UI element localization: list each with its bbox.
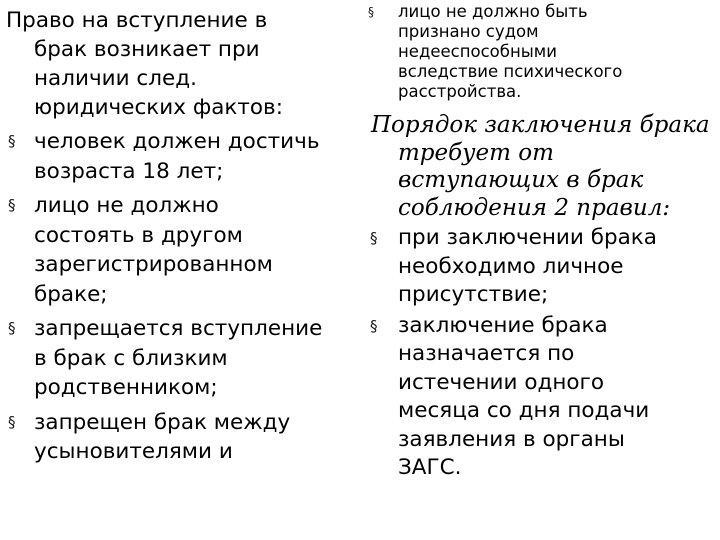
- item-line: родственником;: [34, 375, 218, 400]
- bullet-icon: §: [8, 319, 16, 337]
- bullet-icon: §: [8, 132, 16, 150]
- item-line: человек должен достичь: [34, 129, 320, 154]
- item-line: присутствие;: [398, 282, 549, 307]
- item-line: истечении одного: [398, 369, 604, 395]
- item-line: возраста 18 лет;: [34, 158, 224, 184]
- item-line: признано судом: [398, 22, 539, 41]
- item-line: недееспособными: [398, 42, 557, 61]
- intro-line: брак возникает при: [34, 37, 260, 62]
- heading-line: Порядок заключения брака: [371, 112, 710, 138]
- item-line: зарегистрированном: [34, 252, 273, 277]
- list-item: [6, 191, 356, 309]
- item-line: назначается по: [398, 341, 575, 366]
- right-column: [364, 0, 716, 483]
- bullet-icon: §: [8, 196, 16, 214]
- list-item: [364, 224, 716, 310]
- item-line: лицо не должно быть: [398, 2, 588, 21]
- intro-line: Право на вступление в: [6, 8, 268, 33]
- item-line: запрещается вступление: [34, 316, 323, 341]
- bullet-icon: §: [368, 5, 374, 19]
- list-item: [6, 127, 356, 186]
- left-intro-text: [6, 6, 356, 122]
- intro-line: наличии след.: [34, 66, 197, 91]
- item-line: вследствие психического: [398, 62, 623, 81]
- section-heading: [364, 112, 716, 222]
- list-item: [364, 312, 716, 483]
- item-line: заключение брака: [398, 312, 608, 338]
- item-line: при заключении брака: [398, 225, 657, 250]
- left-column: [6, 0, 356, 467]
- item-line: запрещен брак между: [34, 409, 291, 435]
- item-line: ЗАГС.: [398, 455, 462, 480]
- heading-line: вступающих в брак: [398, 167, 644, 193]
- bullet-icon: §: [370, 316, 378, 335]
- list-item: [6, 314, 356, 403]
- item-line: состоять в другом: [34, 222, 243, 248]
- item-line: необходимо личное: [398, 253, 624, 279]
- item-line: заявления в органы: [398, 426, 625, 452]
- item-line: браке;: [34, 281, 108, 307]
- item-line: расстройства.: [398, 82, 522, 101]
- heading-line: требует от: [398, 139, 554, 166]
- list-item: [364, 2, 716, 102]
- item-line: усыновителями и: [34, 439, 233, 464]
- intro-line: юридических фактов:: [34, 95, 283, 120]
- item-line: лицо не должно: [34, 193, 219, 218]
- bullet-icon: §: [8, 412, 16, 431]
- item-line: месяца со дня подачи: [398, 398, 650, 423]
- item-line: в брак с близким: [34, 345, 228, 371]
- bullet-icon: §: [370, 229, 378, 247]
- list-item: [6, 408, 356, 467]
- heading-line: соблюдения 2 правил:: [398, 194, 671, 221]
